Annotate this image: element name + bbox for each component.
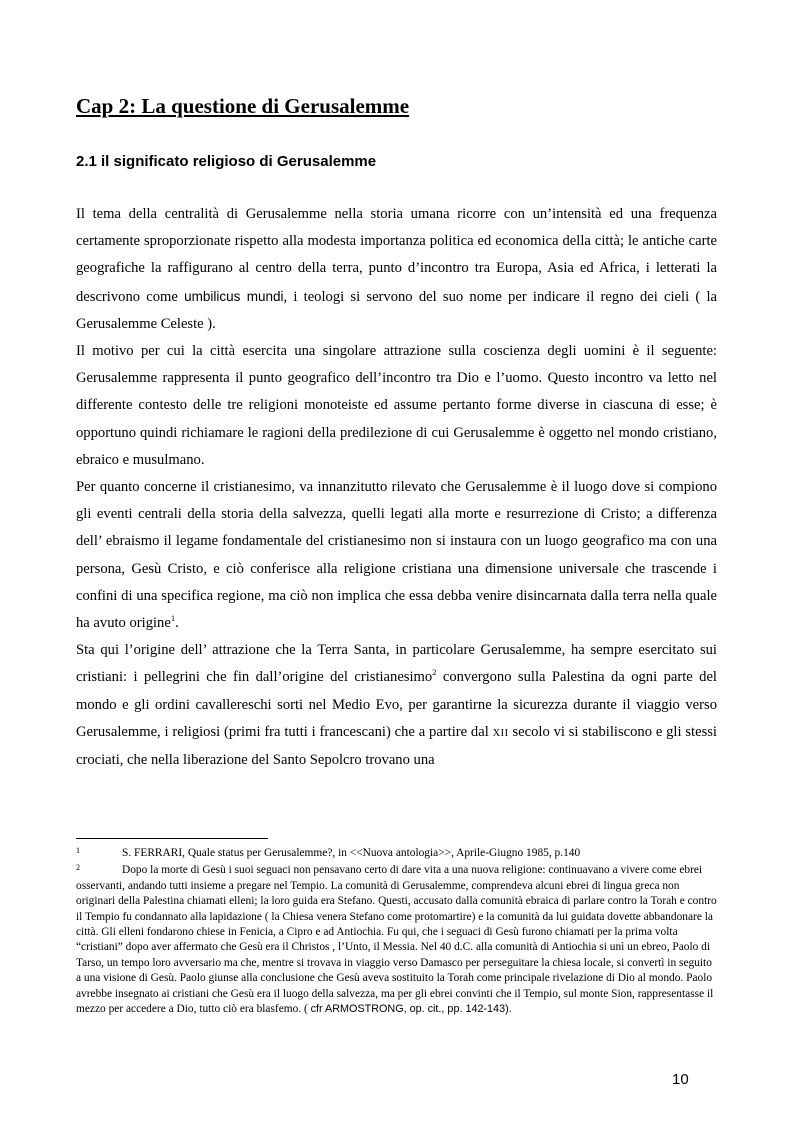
footnote-ref-2[interactable]: 2 — [432, 667, 437, 678]
body-text — [76, 201, 717, 774]
paragraph-3: Per quanto concerne il cristianesimo, va innanzitutto rilevato che Gerusalemme è il luogo dove si compiono gli eventi centrali della storia della salvezza, quelli legati alla morte e resurrezione di Cristo; a differenza dell’ ebraismo il legame fondamentale del cristianesimo non si instaura con un luogo geografico ma con una persona, Gesù Cristo, e ciò conferisce alla religione cristiana una dimensione universale che trascende i confini di una specifica regione, ma ciò non implica che essa debba venire disincarnata dalla terra nella quale ha avuto origine$^1$. — [76, 479, 717, 632]
paragraph-1-text-a: Il tema della centralità di Gerusalemme nella storia umana ricorre con un’intensità ed una frequenza certamente sproporzionate rispetto alla modesta importanza politica ed economica della città; le antiche carte geografiche la raffigurano al centro della terra, punto d’incontro tra Europa, Asia ed Africa, i letterati la descrivono come — [76, 206, 717, 305]
paragraph-3-text: Per quanto concerne il cristianesimo, va innanzitutto rilevato che Gerusalemme è il luogo dove si compiono gli eventi centrali della storia della salvezza, quelli legati alla morte e resurrezione di Cristo; a differenza dell’ ebraismo il legame fondamentale del cristianesimo non si instaura con un luogo geografico ma con una persona, Gesù Cristo, e ciò conferisce alla religione cristiana una dimensione universale che trascende i confini di una specifica regione, ma ciò non implica che essa debba venire disincarnata dalla terra nella quale ha avuto origine — [76, 479, 717, 632]
paragraph-4-text-b: convergono sulla Palestina da ogni parte del mondo e gli ordini cavallereschi sorti nel Medio Evo, per garantirne la sicurezza durante il viaggio verso Gerusalemme, i religiosi (primi fra tutti i francescani) che a partire dal — [76, 669, 717, 740]
section-title: 2.1 il significato religioso di Gerusalemme — [76, 153, 377, 170]
paragraph-1-text-b: , i teologi si servono del suo nome per indicare il regno dei cieli ( la Gerusalemme Celeste ). — [76, 288, 717, 332]
footnote-1-text: S. FERRARI, Quale status per Gerusalemme?, in <<Nuova antologia>>, Aprile-Giugno 1985, p.140 — [122, 847, 581, 859]
footnotes — [76, 846, 717, 1019]
paragraph-4-text-c: secolo vi si stabiliscono e gli stessi crociati, che nella liberazione del Santo Sepolcro trovano una — [76, 723, 717, 769]
page-number: 10 — [672, 1071, 689, 1088]
footnote-separator — [76, 838, 268, 839]
footnote-ref-1[interactable]: 1 — [170, 613, 176, 624]
paragraph-4-text-a: Sta qui l’origine dell’ attrazione che la Terra Santa, in particolare Gerusalemme, ha sempre esercitato sui cristiani: i pellegrini che fin dall’origine del cristianesimo — [76, 642, 717, 686]
chapter-title: Cap 2: La questione di Gerusalemme — [76, 94, 410, 118]
paragraph-4 — [76, 637, 717, 774]
footnote-2-citation: cfr ARMOSTRONG, op. cit., pp. 142-143). — [310, 1003, 512, 1016]
century-numeral: XII — [492, 727, 509, 739]
footnote-1 — [76, 846, 717, 861]
footnote-2 — [76, 863, 717, 1017]
footnote-2-number: 2 — [76, 863, 80, 873]
paragraph-1 — [76, 201, 717, 338]
paragraph-2: Il motivo per cui la città esercita una singolare attrazione sulla coscienza degli uomini è il seguente: Gerusalemme rappresenta il punto geografico dell’incontro tra Dio e l’uomo. Questo incontro va letto nel differente contesto delle tre religioni monoteiste ed assume pertanto forme diverse in ciascuna di esse; è opportuno quindi richiamare le ragioni della predilezione di cui Gerusalemme è oggetto nel mondo cristiano, ebraico e musulmano. — [76, 343, 717, 468]
emphasis-umbilicus-mundi: umbilicus mundi — [184, 288, 284, 304]
footnote-2-text: Dopo la morte di Gesù i suoi seguaci non pensavano certo di dare vita a una nuova religione: continuavano a vivere come ebrei osservanti, andando tutti insieme a pregare nel Tempio. La comunità di Gerusalemme, comprendeva alcuni ebrei di lingua greca non originari della Palestina chiamati elleni; la loro guida era Stefano. Questi, accusato dalla comunità ebraica di parlare contro la Torah e contro il Tempio fu condannato alla lapidazione ( la Chiesa venera Stefano come protomartire) e la comunità da lui guidata dovette abbandonare la città. Gli elleni fondarono chiese in Fenicia, a Cipro e ad Antiochia. Fu qui, che i seguaci di Gesù furono chiamati per la prima volta “cristiani” dopo aver affermato che Gesù era il Christos , l’Unto, il Messia. Nel 40 d.C. alla comunità di Antiochia si unì un ebreo, Paolo di Tarso, un tempo loro avversario ma che, mentre si trovava in viaggio verso Damasco per perseguitare la chiesa locale, si convertì in seguito a una visione di Gesù. Paolo giunse alla conclusione che Gesù aveva sostituito la Torah come principale rivelazione di Dio al mondo. Paolo avrebbe insegnato ai cristiani che Gesù era il luogo della salvezza, ma per gli ebrei convinti che il Tempio, sul monte Sion, rappresentasse il mezzo per accedere a Dio, tutto ciò era blasfemo. ( — [76, 864, 717, 1016]
footnote-1-number: 1 — [76, 846, 80, 855]
